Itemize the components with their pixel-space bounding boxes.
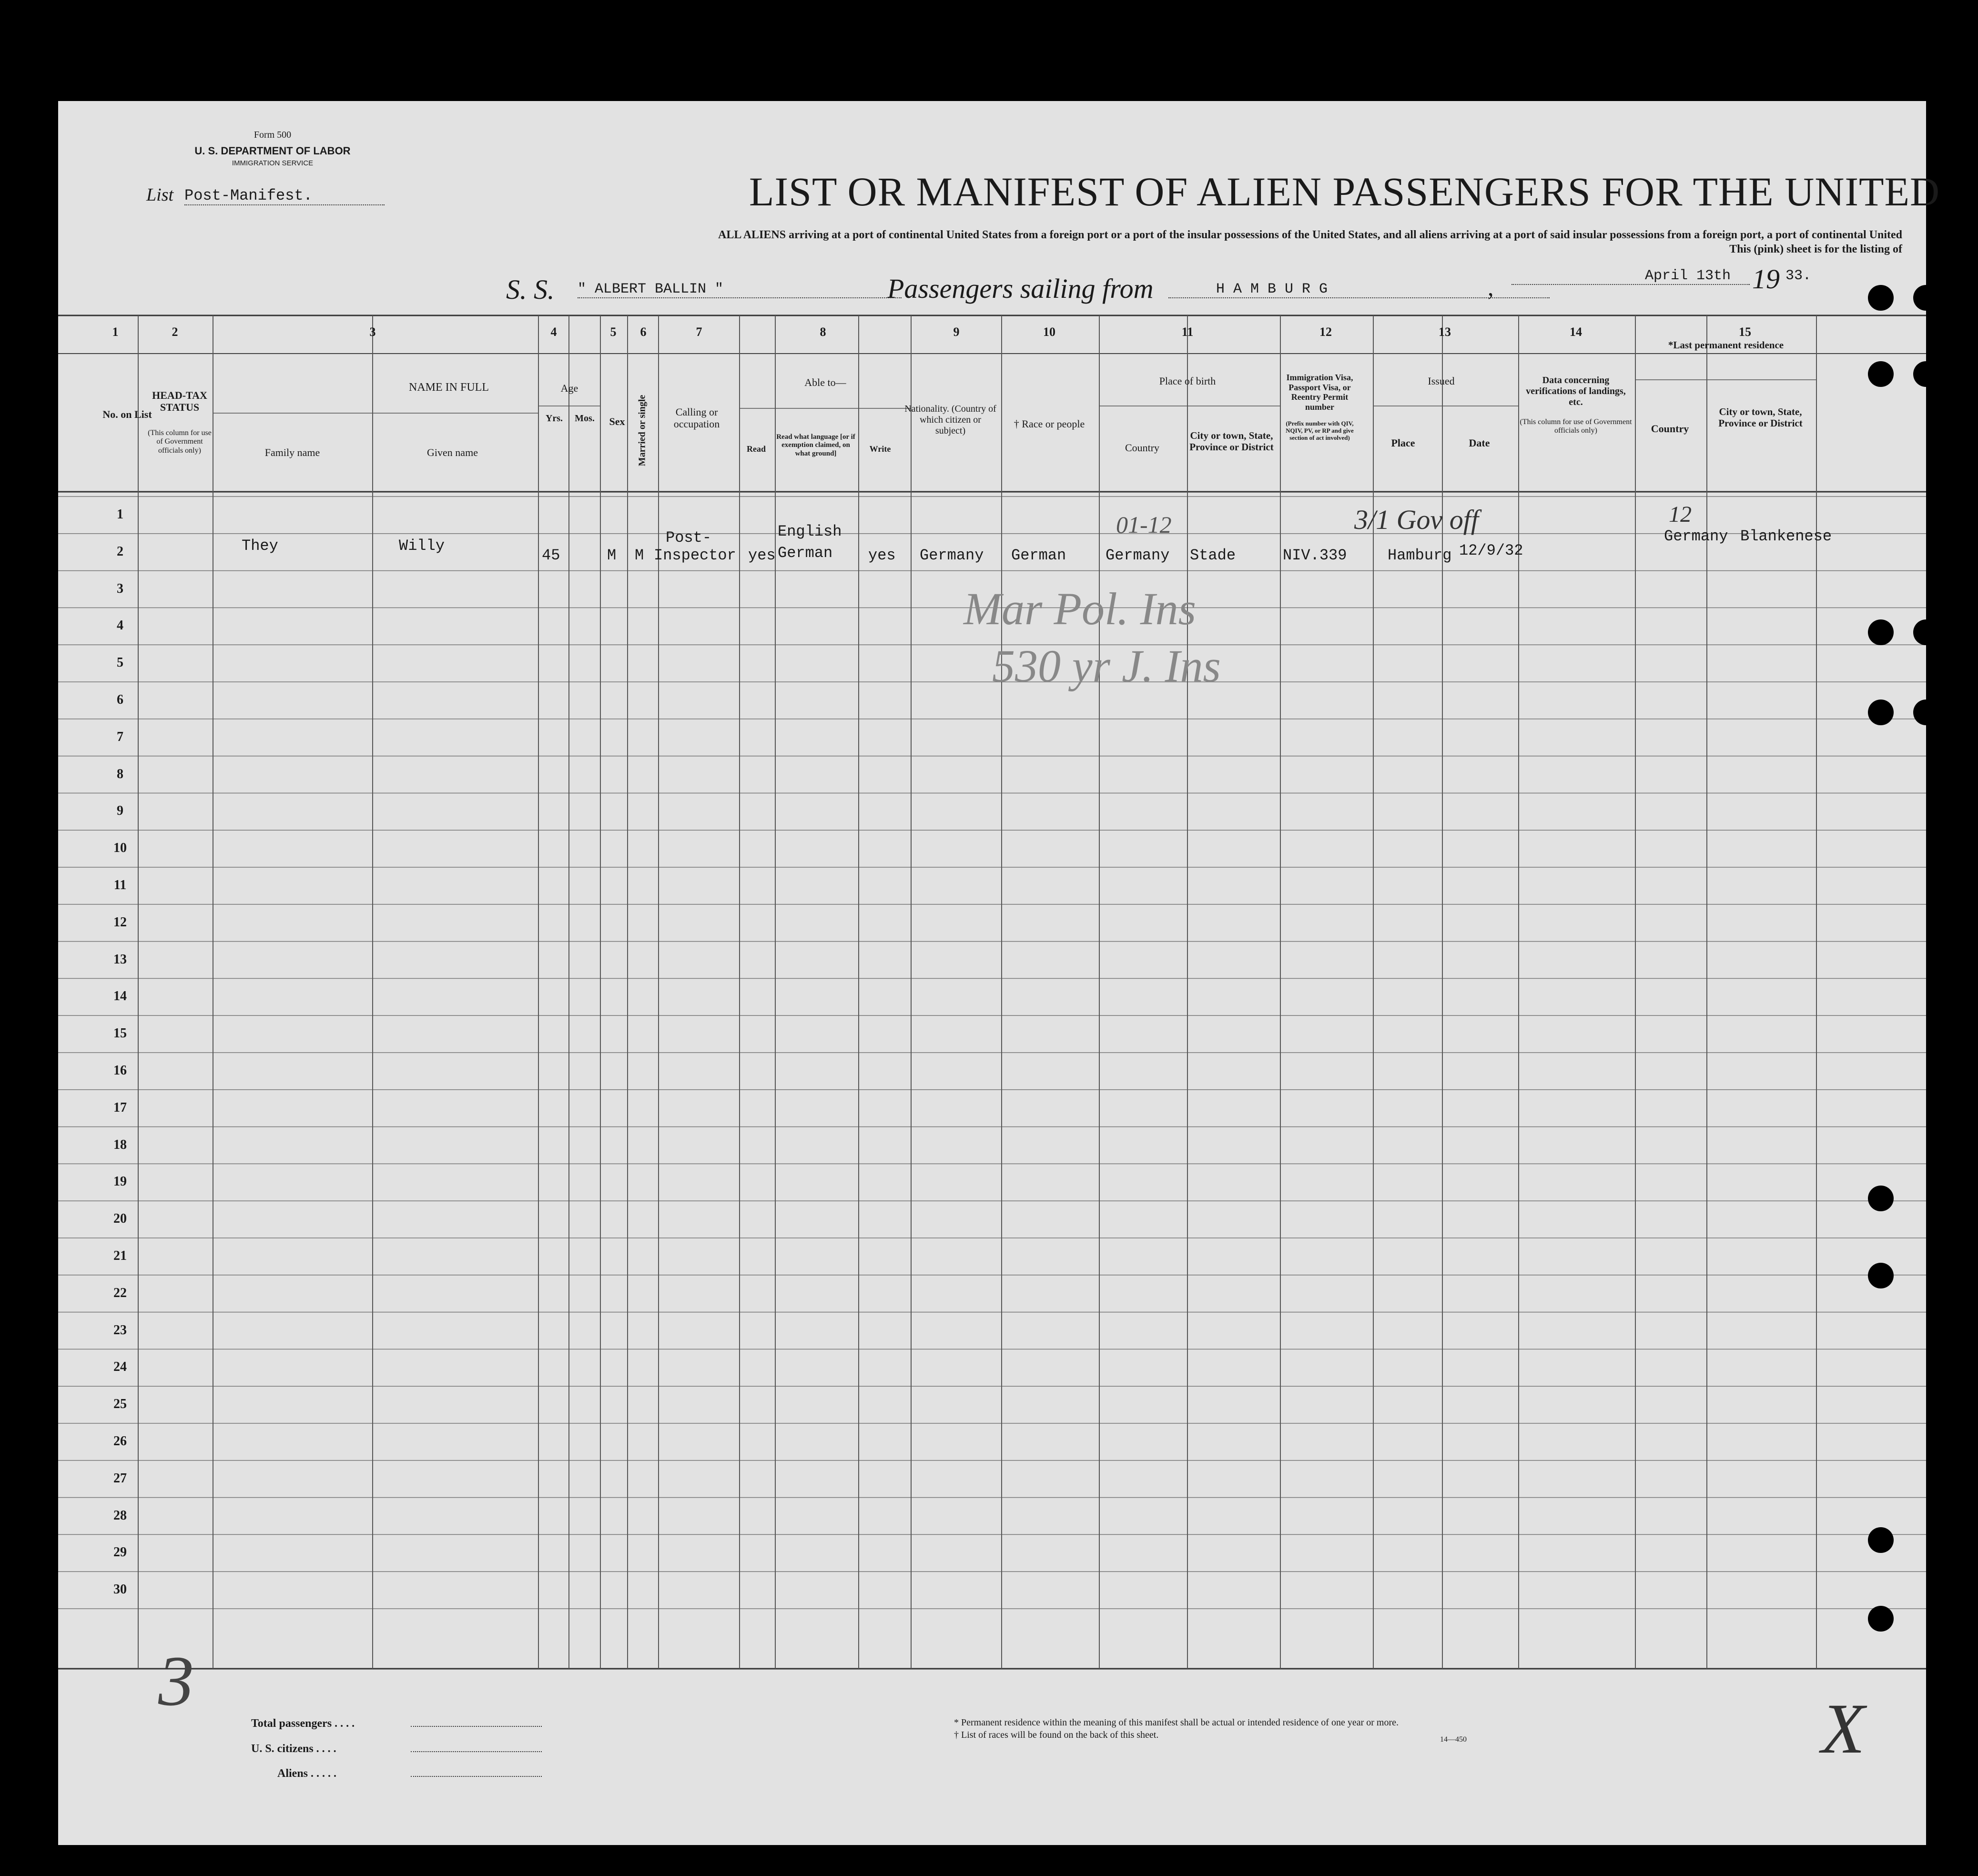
row-number: 18 xyxy=(113,1137,127,1152)
row-number: 9 xyxy=(117,803,123,819)
year-suffix: 33. xyxy=(1785,268,1812,284)
header-birth-city: City or town, State, Province or District xyxy=(1189,430,1274,453)
year-prefix: 19 xyxy=(1752,264,1780,294)
header-head-tax: HEAD-TAX STATUS xyxy=(152,389,207,414)
binder-hole xyxy=(1868,1263,1894,1288)
binder-hole xyxy=(1868,1186,1894,1211)
header-res-country: Country xyxy=(1651,423,1689,435)
handwritten-res-note: 12 xyxy=(1669,502,1692,527)
header-read: Read xyxy=(747,444,766,454)
column-number: 15 xyxy=(1739,325,1751,339)
header-write: Write xyxy=(869,444,891,454)
passenger-issued-date: 12/9/32 xyxy=(1459,542,1523,559)
passenger-nationality: Germany xyxy=(920,547,984,564)
header-issued-date: Date xyxy=(1469,437,1490,449)
passenger-write: yes xyxy=(868,547,896,564)
row-number: 24 xyxy=(113,1359,127,1375)
passenger-occupation-2: Inspector xyxy=(654,547,736,564)
passenger-married: M xyxy=(635,547,644,564)
row-number: 10 xyxy=(113,841,127,856)
header-yrs: Yrs. xyxy=(545,413,563,424)
row-number: 22 xyxy=(113,1285,127,1300)
header-sex: Sex xyxy=(609,416,625,427)
header-data-concerning: Data concerning verifications of landings, etc. xyxy=(1526,375,1626,407)
department: U. S. DEPARTMENT OF LABOR xyxy=(194,145,351,157)
binder-hole xyxy=(1868,700,1894,725)
row-number: 30 xyxy=(113,1582,127,1597)
header-visa-note: (Prefix number with QIV, NQIV, PV, or RP and give section of act involved) xyxy=(1286,420,1354,441)
column-number: 1 xyxy=(112,325,119,339)
port-of-departure: H A M B U R G xyxy=(1168,281,1550,298)
column-number: 4 xyxy=(550,325,557,339)
row-number: 21 xyxy=(113,1248,127,1263)
handwritten-margin-note-2: 530 yr J. Ins xyxy=(992,640,1221,691)
handwritten-birth-note: 01-12 xyxy=(1116,511,1172,538)
service: IMMIGRATION SERVICE xyxy=(232,159,314,167)
row-number: 4 xyxy=(117,618,123,633)
total-passengers-line xyxy=(411,1726,542,1727)
passenger-family-name: They xyxy=(242,537,278,555)
header-visa: Immigration Visa, Passport Visa, or Reentry Permit number xyxy=(1286,373,1353,412)
passenger-language-1: English xyxy=(778,523,842,540)
passenger-res-country: Germany xyxy=(1664,527,1728,545)
header-race: † Race or people xyxy=(1014,418,1085,430)
row-number: 12 xyxy=(113,914,127,930)
header-last-residence: *Last permanent residence xyxy=(1668,339,1784,351)
row-number: 16 xyxy=(113,1063,127,1078)
passenger-read: yes xyxy=(748,547,776,564)
sailing-label: Passengers sailing from xyxy=(887,273,1154,304)
passenger-race: German xyxy=(1011,547,1066,564)
binder-hole xyxy=(1868,285,1894,311)
header-mos: Mos. xyxy=(575,413,595,424)
header-name-in-full: NAME IN FULL xyxy=(409,381,489,394)
subtitle-1: ALL ALIENS arriving at a port of continental United States from a foreign port or a port of the insular possessions of the United States, and all aliens arriving at a port of said insular possessions from a foreign port, a port of continental United xyxy=(718,229,1902,241)
manifest-grid xyxy=(58,101,1940,1845)
passenger-sex: M xyxy=(607,547,617,564)
row-number: 11 xyxy=(113,878,127,892)
header-no-on-list: No. on List xyxy=(102,408,152,420)
binder-hole xyxy=(1868,1606,1894,1632)
column-number: 5 xyxy=(610,325,617,339)
passenger-birth-country: Germany xyxy=(1106,547,1170,564)
column-number: 11 xyxy=(1181,325,1194,339)
row-number: 28 xyxy=(113,1508,127,1523)
list-label: List xyxy=(146,185,174,205)
page-title: LIST OR MANIFEST OF ALIEN PASSENGERS FOR THE UNITED xyxy=(749,169,1940,214)
binder-hole xyxy=(1868,619,1894,645)
passenger-issued-place: Hamburg xyxy=(1388,547,1452,564)
print-code: 14—450 xyxy=(1440,1735,1467,1744)
header-family-name: Family name xyxy=(264,446,320,458)
handwritten-visa-note: 3/1 Gov off xyxy=(1354,504,1479,535)
binder-hole xyxy=(1913,285,1939,311)
row-number: 2 xyxy=(117,544,123,559)
header-issued: Issued xyxy=(1428,375,1455,387)
column-number: 7 xyxy=(696,325,702,339)
header-place-of-birth: Place of birth xyxy=(1159,375,1216,387)
subtitle-2: This (pink) sheet is for the listing of xyxy=(1729,243,1902,255)
column-number: 6 xyxy=(640,325,647,339)
header-nationality: Nationality. (Country of which citizen or subject) xyxy=(904,404,996,436)
row-number: 20 xyxy=(113,1211,127,1227)
header-given-name: Given name xyxy=(427,446,478,458)
passenger-age: 45 xyxy=(542,547,560,564)
passenger-given-name: Willy xyxy=(399,537,445,555)
row-number: 6 xyxy=(117,692,123,707)
passenger-occupation-1: Post- xyxy=(666,529,712,547)
footer-note-residence: * Permanent residence within the meaning of this manifest shall be actual or intended residence of one year or more. xyxy=(954,1717,1399,1728)
row-number: 8 xyxy=(117,766,123,781)
passenger-visa: NIV.339 xyxy=(1283,547,1347,564)
header-married: Married or single xyxy=(637,395,648,466)
column-number: 3 xyxy=(369,325,376,339)
column-number: 10 xyxy=(1043,325,1055,339)
header-head-tax-note: (This column for use of Government officials only) xyxy=(148,429,212,455)
passenger-res-city: Blankenese xyxy=(1740,527,1832,545)
header-birth-country: Country xyxy=(1125,442,1160,454)
binder-hole xyxy=(1868,1527,1894,1553)
column-number: 13 xyxy=(1439,325,1451,339)
row-number: 15 xyxy=(113,1026,127,1041)
row-number: 7 xyxy=(117,729,123,744)
binder-hole xyxy=(1913,361,1939,387)
form-number: Form 500 xyxy=(254,130,292,140)
row-number: 17 xyxy=(113,1100,127,1115)
row-number: 1 xyxy=(117,507,123,522)
footer-us-citizens: U. S. citizens . . . . xyxy=(251,1743,336,1755)
column-number: 12 xyxy=(1319,325,1332,339)
handwritten-margin-note-1: Mar Pol. Ins xyxy=(964,583,1196,634)
column-number: 8 xyxy=(820,325,826,339)
header-issued-place: Place xyxy=(1391,437,1415,449)
binder-hole xyxy=(1913,619,1939,645)
manifest-sheet xyxy=(58,101,1940,1845)
row-number: 25 xyxy=(113,1397,127,1412)
column-number: 14 xyxy=(1570,325,1582,339)
ss-label: S. S. xyxy=(506,274,555,305)
footer-note-races: † List of races will be found on the back of this sheet. xyxy=(954,1730,1159,1740)
column-number: 2 xyxy=(172,325,178,339)
comma-separator: , xyxy=(1488,274,1494,301)
row-number: 5 xyxy=(117,655,123,670)
footer-aliens: Aliens . . . . . xyxy=(277,1767,337,1780)
passenger-birth-city: Stade xyxy=(1190,547,1236,564)
sailing-date: April 13th xyxy=(1511,268,1750,285)
row-number: 13 xyxy=(113,952,127,967)
aliens-line xyxy=(411,1776,542,1777)
header-res-city: City or town, State, Province or District xyxy=(1718,406,1803,429)
binder-hole xyxy=(1868,361,1894,387)
header-calling: Calling or occupation xyxy=(673,406,720,430)
header-read-language: Read what language [or if exemption claimed, on what ground] xyxy=(776,433,855,457)
binder-hole xyxy=(1913,700,1939,725)
handwritten-x-mark: X xyxy=(1821,1689,1865,1768)
list-value: Post-Manifest. xyxy=(184,187,385,205)
row-number: 27 xyxy=(113,1470,127,1486)
row-number: 3 xyxy=(117,581,123,596)
column-number: 9 xyxy=(953,325,960,339)
row-number: 23 xyxy=(113,1322,127,1338)
row-number: 19 xyxy=(113,1174,127,1189)
row-number: 14 xyxy=(113,989,127,1004)
header-data-note: (This column for use of Government officials only) xyxy=(1520,418,1632,435)
row-number: 29 xyxy=(113,1545,127,1560)
handwritten-corner-mark: 3 xyxy=(158,1642,194,1721)
header-age: Age xyxy=(560,382,578,394)
ship-name: " ALBERT BALLIN " xyxy=(578,281,902,298)
header-able-to: Able to— xyxy=(804,376,846,388)
footer-total-passengers: Total passengers . . . . xyxy=(251,1717,355,1730)
us-citizens-line xyxy=(411,1751,542,1752)
passenger-language-2: German xyxy=(778,544,833,562)
row-number: 26 xyxy=(113,1434,127,1449)
